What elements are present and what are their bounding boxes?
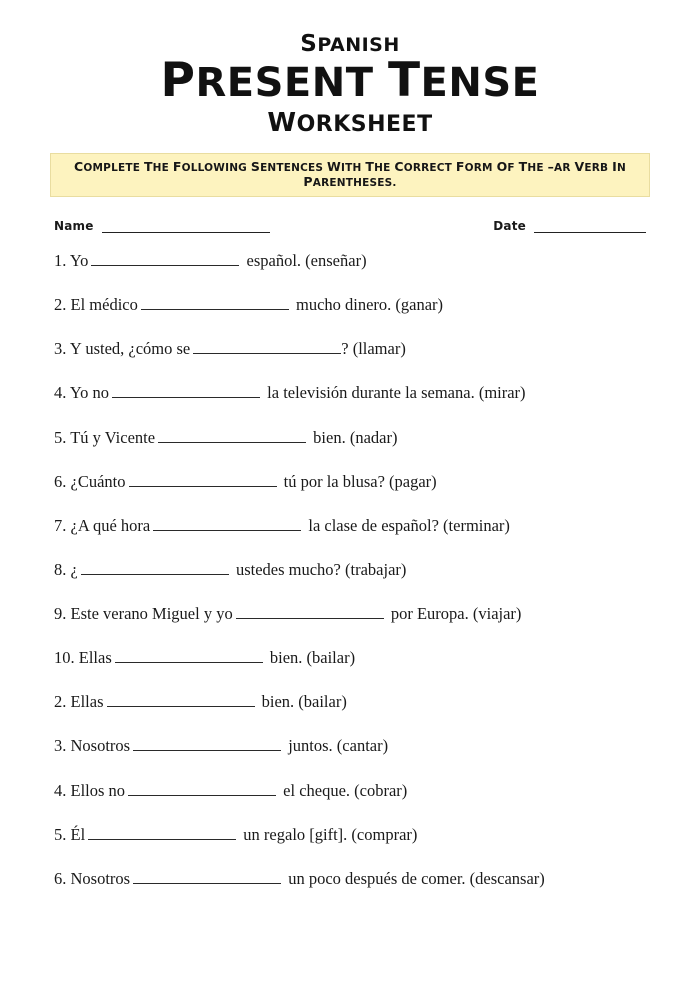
question-number: 8. [54,559,67,579]
instruction-banner [50,153,650,197]
question-number: 5. [54,427,67,447]
question-text-before: Ellas [66,692,104,712]
question-text-after: juntos. (cantar) [284,736,389,756]
date-label: Date [493,219,526,233]
title-block [50,32,650,139]
name-input-line[interactable] [102,219,270,233]
title-main-text: PRESENT TENSE [160,53,540,109]
question-text-after: tú por la blusa? (pagar) [279,471,437,491]
question-row [54,736,646,757]
question-number: 9. [54,604,67,623]
question-text-after: por Europa. (viajar) [386,604,522,623]
question-text-before: El médico [66,295,138,315]
answer-blank[interactable] [158,429,306,443]
question-row [54,648,646,669]
question-text-before: Nosotros [66,736,131,756]
question-number: 6. [54,471,67,491]
title-line-worksheet [50,109,650,139]
name-field [54,219,270,233]
question-text-after: bien. (bailar) [265,648,356,668]
question-number: 3. [54,736,67,756]
question-row [54,383,646,404]
question-text-before: Y usted, ¿cómo se [66,339,191,359]
question-text-before: ¿A qué hora [66,515,151,535]
answer-blank[interactable] [91,252,239,266]
question-row [54,428,646,449]
answer-blank[interactable] [133,870,281,884]
question-text-after: bien. (bailar) [257,692,347,712]
answer-blank[interactable] [81,561,229,575]
question-number: 1. [54,251,67,270]
question-number: 4. [54,780,67,800]
question-row [54,516,646,537]
answer-blank[interactable] [107,693,255,707]
question-text-before: Yo [66,251,89,270]
question-number: 5. [54,824,67,844]
question-text-before: ¿Cuánto [66,471,126,491]
question-text-after: mucho dinero. (ganar) [291,295,444,315]
question-row [54,692,646,713]
question-text-before: Yo no [66,383,110,403]
question-row [54,869,646,890]
date-field [493,219,646,233]
question-row [54,339,646,360]
question-number: 3. [54,339,67,359]
answer-blank[interactable] [141,296,289,310]
question-number: 4. [54,383,67,403]
question-text-after: la televisión durante la semana. (mirar) [263,383,526,403]
question-row [54,560,646,581]
question-row [54,825,646,846]
question-text-after: un regalo [gift]. (comprar) [239,824,418,844]
answer-blank[interactable] [133,737,281,751]
question-row [54,251,646,272]
question-row [54,604,646,625]
name-date-row [50,219,650,233]
question-text-after: español. (enseñar) [242,251,367,270]
question-text-before: Nosotros [66,868,131,888]
question-text-after: la clase de español? (terminar) [304,515,510,535]
answer-blank[interactable] [153,517,301,531]
answer-blank[interactable] [88,826,236,840]
title-line-spanish [50,32,650,57]
question-text-before: Ellas [74,648,112,668]
question-text-before: Tú y Vicente [66,427,156,447]
question-number: 10. [54,648,75,668]
question-row [54,472,646,493]
answer-blank[interactable] [236,605,384,619]
answer-blank[interactable] [129,473,277,487]
answer-blank[interactable] [115,649,263,663]
question-text-before: Ellos no [66,780,126,800]
title-spanish-text: SPANISH [300,31,400,57]
question-number: 6. [54,868,67,888]
date-input-line[interactable] [534,219,646,233]
question-text-after: ustedes mucho? (trabajar) [231,559,407,579]
answer-blank[interactable] [128,782,276,796]
answer-blank[interactable] [112,384,260,398]
answer-blank[interactable] [193,340,341,354]
question-text-before: Este verano Miguel y yo [66,604,233,623]
question-row [54,781,646,802]
question-row [54,295,646,316]
question-text-before: Él [66,824,86,844]
question-text-after: un poco después de comer. (descansar) [284,868,545,888]
title-line-main [50,55,650,108]
title-worksheet-text: WORKSHEET [267,107,433,138]
question-text-after: el cheque. (cobrar) [279,780,408,800]
question-text-before: ¿ [66,559,78,579]
question-text-after: ? (llamar) [341,339,406,359]
name-label: Name [54,219,94,233]
question-number: 2. [54,692,67,712]
question-number: 2. [54,295,67,315]
question-text-after: bien. (nadar) [309,427,398,447]
question-list [50,251,650,889]
instruction-text: COMPLETE THE FOLLOWING SENTENCES WITH THE CORRECT FORM OF THE –AR VERB IN PARENTHESES. [74,158,626,190]
question-number: 7. [54,515,67,535]
